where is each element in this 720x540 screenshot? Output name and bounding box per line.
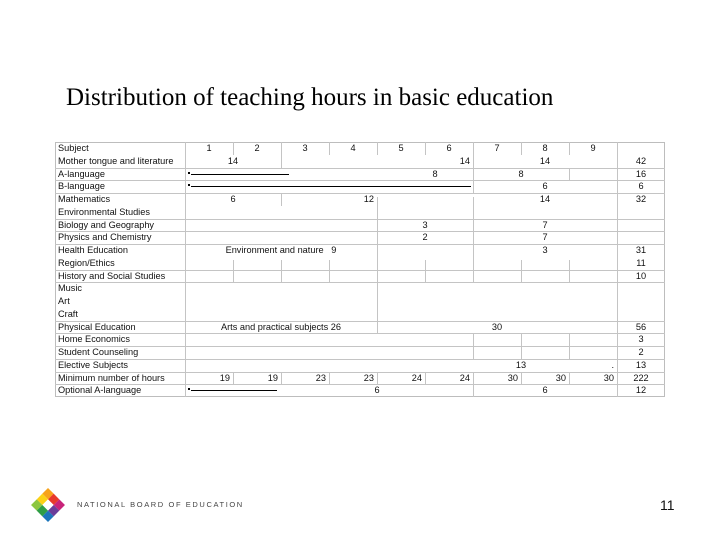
grid-line [521, 260, 522, 270]
row-total [617, 295, 665, 308]
row-total [617, 282, 665, 295]
value-cell: 12 [363, 194, 374, 204]
value-cell: 8 [432, 168, 438, 179]
value-cell: 6 [230, 194, 236, 204]
row-label: Craft [58, 308, 78, 319]
value-cell: 6 [374, 385, 380, 396]
row-total: 32 [635, 194, 647, 204]
row-total: 2 [638, 347, 644, 357]
grid-line [521, 346, 522, 359]
row-label: Environmental Studies [58, 206, 150, 217]
row-label: B-language [58, 181, 105, 192]
column-header-subject: Subject [58, 143, 89, 153]
grid-line [473, 270, 474, 283]
value-cell: 8 [518, 168, 524, 179]
row-total: 31 [635, 245, 647, 255]
row-label: Biology and Geography [58, 219, 155, 230]
row-total [617, 308, 665, 321]
min-hours-cell: 30 [603, 372, 614, 383]
logo-text: NATIONAL BOARD OF EDUCATION [77, 500, 244, 509]
value-cell: 6 [542, 385, 548, 396]
row-label: Elective Subjects [58, 359, 128, 370]
value-cell: 6 [542, 181, 548, 192]
row-label: Physical Education [58, 321, 136, 332]
grid-line [473, 346, 474, 359]
value-cell: 14 [539, 194, 551, 204]
row-label: History and Social Studies [58, 270, 166, 281]
row-total: 11 [636, 257, 646, 268]
grid-line [281, 372, 282, 385]
environment-block [185, 244, 377, 257]
grid-line [521, 333, 522, 346]
grid-line [521, 270, 522, 283]
grid-line [569, 372, 570, 385]
min-hours-cell: 30 [507, 372, 518, 383]
page-number: 11 [660, 497, 675, 513]
row-total: 12 [635, 385, 647, 396]
grid-line [377, 260, 378, 270]
grid-line [521, 142, 522, 155]
grid-line [569, 333, 570, 346]
teaching-hours-table [55, 142, 665, 397]
value-cell: 14 [539, 155, 551, 166]
grid-line [281, 260, 282, 270]
min-hours-cell: 24 [459, 372, 470, 383]
grid-line [377, 142, 378, 155]
span-line [191, 186, 471, 187]
value-cell: 3 [542, 245, 548, 255]
grid-line [521, 372, 522, 385]
row-label: Health Education [58, 245, 128, 255]
no-data-marker [188, 172, 190, 174]
national-board-logo-icon [30, 487, 66, 523]
row-label: Physics and Chemistry [58, 232, 152, 243]
min-hours-cell: 30 [555, 372, 566, 383]
column-header-grade: 9 [590, 143, 596, 153]
row-label: Mathematics [58, 194, 111, 204]
min-hours-cell: 23 [315, 372, 326, 383]
value-cell: 30 [491, 321, 503, 332]
grid-line [569, 260, 570, 270]
grid-line [425, 270, 426, 283]
column-header-grade: 7 [494, 143, 500, 153]
row-label: Music [58, 283, 82, 294]
grid-line [329, 270, 330, 283]
no-data-marker [188, 388, 190, 390]
row-total: 16 [635, 168, 647, 179]
value-cell: 2 [422, 232, 428, 243]
grid-line [377, 372, 378, 385]
arts-value: 26 [330, 321, 342, 332]
value-cell: 7 [542, 219, 548, 230]
grid-line [569, 346, 570, 359]
row-label: Region/Ethics [58, 257, 115, 268]
span-line [191, 390, 277, 391]
row-label: Mother tongue and literature [58, 155, 174, 166]
grid-line [569, 142, 570, 155]
no-data-marker [188, 184, 190, 186]
row-label: Minimum number of hours [58, 372, 165, 383]
arts-block [185, 321, 377, 334]
row-total [617, 219, 665, 232]
row-label: A-language [58, 168, 105, 179]
row-total [617, 231, 665, 244]
grid-line [473, 372, 474, 385]
grid-line [281, 270, 282, 283]
value-cell: 13 [515, 359, 527, 370]
grid-line [473, 260, 474, 270]
row-label: Student Counseling [58, 347, 139, 357]
span-line [191, 174, 289, 175]
grid-line [233, 372, 234, 385]
grid-line [281, 142, 282, 155]
column-header-grade: 2 [254, 143, 260, 153]
column-header-grade: 1 [206, 143, 212, 153]
column-header-grade: 8 [542, 143, 548, 153]
grid-line [377, 270, 378, 283]
row-label: Home Economics [58, 334, 130, 345]
value-cell: 14 [227, 155, 239, 166]
row-total: 56 [635, 321, 647, 332]
grid-line [569, 270, 570, 283]
grid-line [473, 333, 474, 346]
row-total: 3 [638, 334, 644, 345]
column-header-grade: 3 [302, 143, 308, 153]
min-hours-cell: 19 [219, 372, 230, 383]
environment-label: Environment and nature [225, 245, 324, 255]
min-hours-cell: 24 [411, 372, 422, 383]
value-cell: . [611, 359, 614, 370]
row-total: 42 [635, 155, 647, 166]
column-header-grade: 4 [350, 143, 356, 153]
row-total: 222 [633, 372, 649, 383]
row-total: 13 [635, 359, 647, 370]
grid-line [233, 142, 234, 155]
grid-line [377, 219, 378, 245]
grid-line [473, 142, 474, 155]
row-total: 6 [638, 181, 644, 192]
row-total [617, 206, 665, 219]
row-label: Art [58, 296, 70, 306]
grid-line [233, 270, 234, 283]
arts-label: Arts and practical subjects [220, 321, 329, 332]
slide-title: Distribution of teaching hours in basic education [66, 84, 554, 111]
column-header-grade: 5 [398, 143, 404, 153]
grid-line [425, 260, 426, 270]
grid-line [329, 372, 330, 385]
environment-value: 9 [331, 245, 337, 255]
min-hours-cell: 19 [267, 372, 278, 383]
column-header-grade: 6 [446, 143, 452, 153]
grid-line [425, 142, 426, 155]
row-label: Optional A-language [58, 385, 142, 396]
row-total: 10 [635, 270, 647, 281]
grid-line [569, 168, 570, 181]
grid-line [329, 142, 330, 155]
min-hours-cell: 23 [363, 372, 374, 383]
grid-line [233, 260, 234, 270]
value-cell: 3 [422, 219, 428, 230]
grid-line [329, 260, 330, 270]
grid-line [425, 372, 426, 385]
value-cell: 7 [542, 232, 548, 243]
value-cell: 14 [459, 155, 470, 166]
